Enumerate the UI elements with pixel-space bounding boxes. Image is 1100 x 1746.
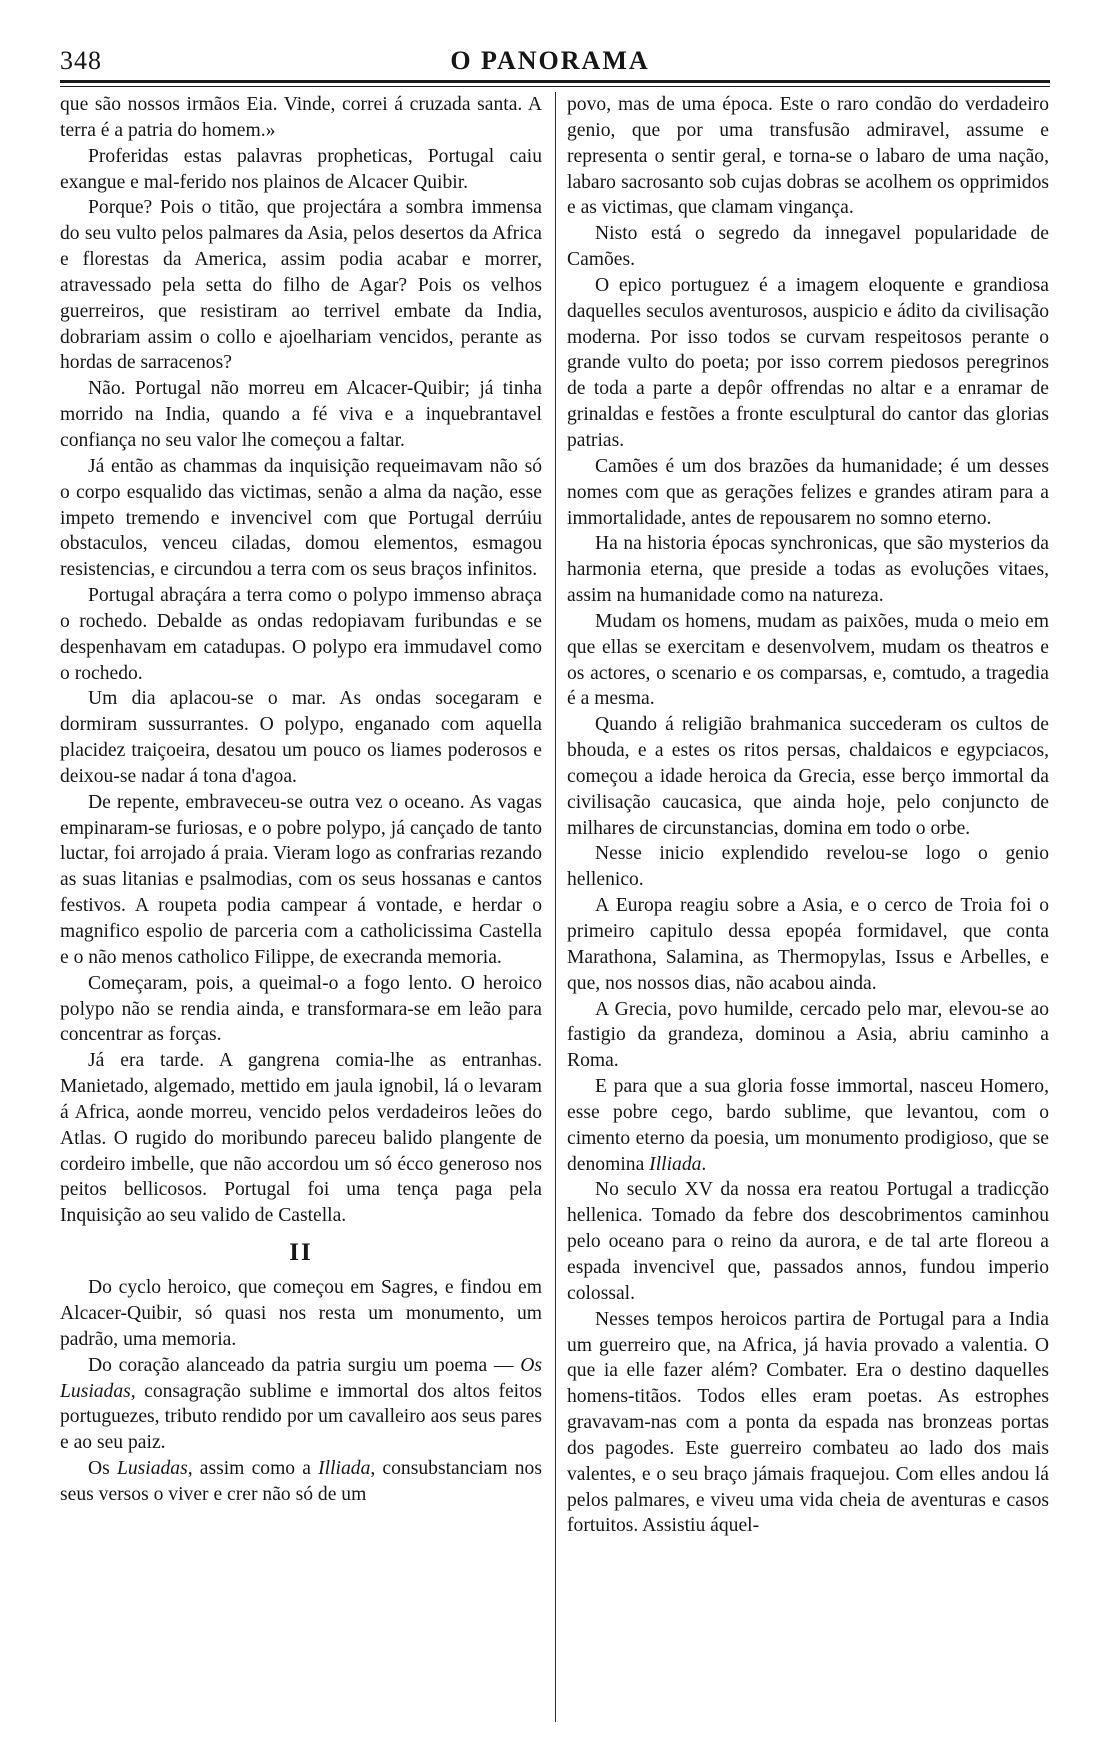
paragraph: De repente, embraveceu-se outra vez o oceano. As vagas empinaram-se furiosas, e o pobre polypo, já cançado de tanto luctar, foi arrojado á praia. Vieram logo as confrarias rezando as suas litanias e psalmodias, com os seus hossanas e cantos festivos. A roupeta podia campear á vontade, e herdar o magnifico espolio de parceria com a catholicissima Castella e o não menos catholico Filippe, de execranda memoria. xyxy=(60,791,542,968)
paragraph: Nesse inicio explendido revelou-se logo o genio hellenico. xyxy=(567,843,1049,891)
paragraph: A Europa reagiu sobre a Asia, e o cerco de Troia foi o primeiro capitulo dessa epopéa formidavel, que conta Marathona, Salamina, as Thermopylas, Issus e Arbelles, e que, nos nossos dias, não acabou ainda. xyxy=(567,895,1049,994)
header-rule-thick xyxy=(60,80,1050,83)
column-divider xyxy=(555,92,556,1722)
paragraph: A Grecia, povo humilde, cercado pelo mar, elevou-se ao fastigio da grandeza, dominou a Asia, abriu caminho a Roma. xyxy=(567,998,1049,1072)
section-heading: II xyxy=(289,1239,313,1267)
paragraph: Camões é um dos brazões da humanidade; é um desses nomes com que as gerações felizes e grandes atiram para a immortalidade, antes de repousarem no somno eterno. xyxy=(567,455,1049,529)
right-column xyxy=(567,92,1049,1732)
paragraph: Porque? Pois o titão, que projectára a sombra immensa do seu vulto pelos palmares da Asia, pelos desertos da Africa e florestas da America, assim podia acabar e morrer, atravessado pela setta do filho de Agar? Pois os velhos guerreiros, que resistiram ao terrivel embate da India, dobrariam assim o collo e ajoelhariam vencidos, perante as hordas de sarracenos? xyxy=(60,197,542,374)
paragraph: Não. Portugal não morreu em Alcacer-Quibir; já tinha morrido na India, quando a fé viva e a inquebrantavel confiança no seu valor lhe começou a faltar. xyxy=(60,378,542,451)
paragraph: Portugal abraçára a terra como o polypo immenso abraça o rochedo. Debalde as ondas redopiavam furibundas e se despenhavam em catadupas. O polypo era immudavel como o rochedo. xyxy=(60,585,542,684)
paragraph: Do coração alanceado da patria surgiu um poema — Os Lusiadas, consagração sublime e immortal dos altos feitos portuguezes, tributo rendido por um cavalleiro aos seus pares e ao seu paiz. xyxy=(60,1354,542,1454)
paragraph: No seculo XV da nossa era reatou Portugal a tradicção hellenica. Tomado da febre dos descobrimentos caminhou pelo oceano para o reino da aurora, e de tal arte floreou a espada invencivel que, passados annos, fundou imperio colossal. xyxy=(567,1179,1049,1304)
paragraph: povo, mas de uma época. Este o raro condão do verdadeiro genio, que por uma transfusão admiravel, assume e representa o sentir geral, e torna-se o labaro de uma nação, labaro sacrosanto sob cujas dobras se acolhem os opprimidos e as victimas, que clamam vingança. xyxy=(567,94,1049,219)
paragraph: Ha na historia épocas synchronicas, que são mysterios da harmonia eterna, que preside a todas as evoluções vitaes, assim na humanidade como na natureza. xyxy=(567,533,1049,607)
paragraph: Nisto está o segredo da innegavel popularidade de Camões. xyxy=(567,223,1049,271)
paragraph: Já era tarde. A gangrena comia-lhe as entranhas. Manietado, algemado, mettido em jaula ignobil, lá o levaram á Africa, aonde morreu, vencido pelos verdadeiros leões do Atlas. O rugido do moribundo pareceu balido plangente de cordeiro imbelle, que não accordou um só écco generoso nos peitos bellicosos. Portugal foi uma tença paga pela Inquisição ao seu valido de Castella. xyxy=(60,1050,542,1227)
paragraph: Mudam os homens, mudam as paixões, muda o meio em que ellas se exercitam e desenvolvem, mudam os theatros e os actores, o scenario e os comparsas, e, comtudo, a tragedia é a mesma. xyxy=(567,610,1049,710)
page-number: 348 xyxy=(60,46,102,75)
paragraph: Os Lusiadas, assim como a Illiada, consubstanciam nos seus versos o viver e crer não só de um xyxy=(60,1458,542,1505)
paragraph: Do cyclo heroico, que começou em Sagres, e findou em Alcacer-Quibir, só quasi nos resta um monumento, um padrão, uma memoria. xyxy=(60,1277,542,1350)
left-column xyxy=(60,92,542,1732)
header-rule-thin xyxy=(60,86,1050,87)
paragraph: Um dia aplacou-se o mar. As ondas socegaram e dormiram sussurrantes. O polypo, enganado com aquella placidez traiçoeira, desatou um pouco os liames poderosos e deixou-se nadar á tona d'agoa. xyxy=(60,688,542,787)
paragraph: Começaram, pois, a queimal-o a fogo lento. O heroico polypo não se rendia ainda, e transformara-se em leão para concentrar as forças. xyxy=(60,972,542,1046)
paragraph: Nesses tempos heroicos partira de Portugal para a India um guerreiro que, na Africa, já havia provado a valentia. O que ia elle fazer além? Combater. Era o destino daquelles homens-titãos. Todos elles eram poetas. As estrophes gravavam-nas com a ponta da espada nas bronzeas portas dos pagodes. Este guerreiro combateu ao lado dos mais valentes, e o seu braço jámais fraquejou. Com elles andou lá pelos palmares, e viveu uma vida cheia de aventuras e casos fortuitos. Assistiu áquel- xyxy=(567,1308,1049,1537)
paragraph: Proferidas estas palavras propheticas, Portugal caiu exangue e mal-ferido nos plainos de Alcacer Quibir. xyxy=(60,145,542,193)
paragraph: Quando á religião brahmanica succederam os cultos de bhouda, e a estes os ritos persas, chaldaicos e egypciacos, começou a idade heroica da Grecia, esse berço immortal da civilisação caucasica, que ainda hoje, pelo conjuncto de milhares de circunstancias, domina em todo o orbe. xyxy=(567,714,1049,839)
paragraph: E para que a sua gloria fosse immortal, nasceu Homero, esse pobre cego, bardo sublime, que levantou, com o cimento eterno da poesia, um monumento prodigioso, que se denomina Illiada. xyxy=(567,1076,1049,1175)
paragraph: que são nossos irmãos Eia. Vinde, correi á cruzada santa. A terra é a patria do homem.» xyxy=(60,94,542,141)
page-header xyxy=(50,38,1050,78)
paragraph: O epico portuguez é a imagem eloquente e grandiosa daquelles seculos aventurosos, auspicio e ádito da civilisação moderna. Por isso todos se curvam respeitosos perante o grande vulto do poeta; por isso correm piedosos peregrinos de toda a parte a depôr offrendas no altar e a enramar de grinaldas e festões a fronte esculptural do cantor das glorias patrias. xyxy=(567,274,1049,451)
journal-title: O PANORAMA xyxy=(450,46,650,75)
paragraph: Já então as chammas da inquisição requeimavam não só o corpo esqualido das victimas, senão a alma da nação, esse impeto tremendo e invencivel com que Portugal derrúiu obstaculos, venceu ciladas, domou elementos, esmagou resistencias, e circundou a terra com os seus braços infinitos. xyxy=(60,455,542,581)
